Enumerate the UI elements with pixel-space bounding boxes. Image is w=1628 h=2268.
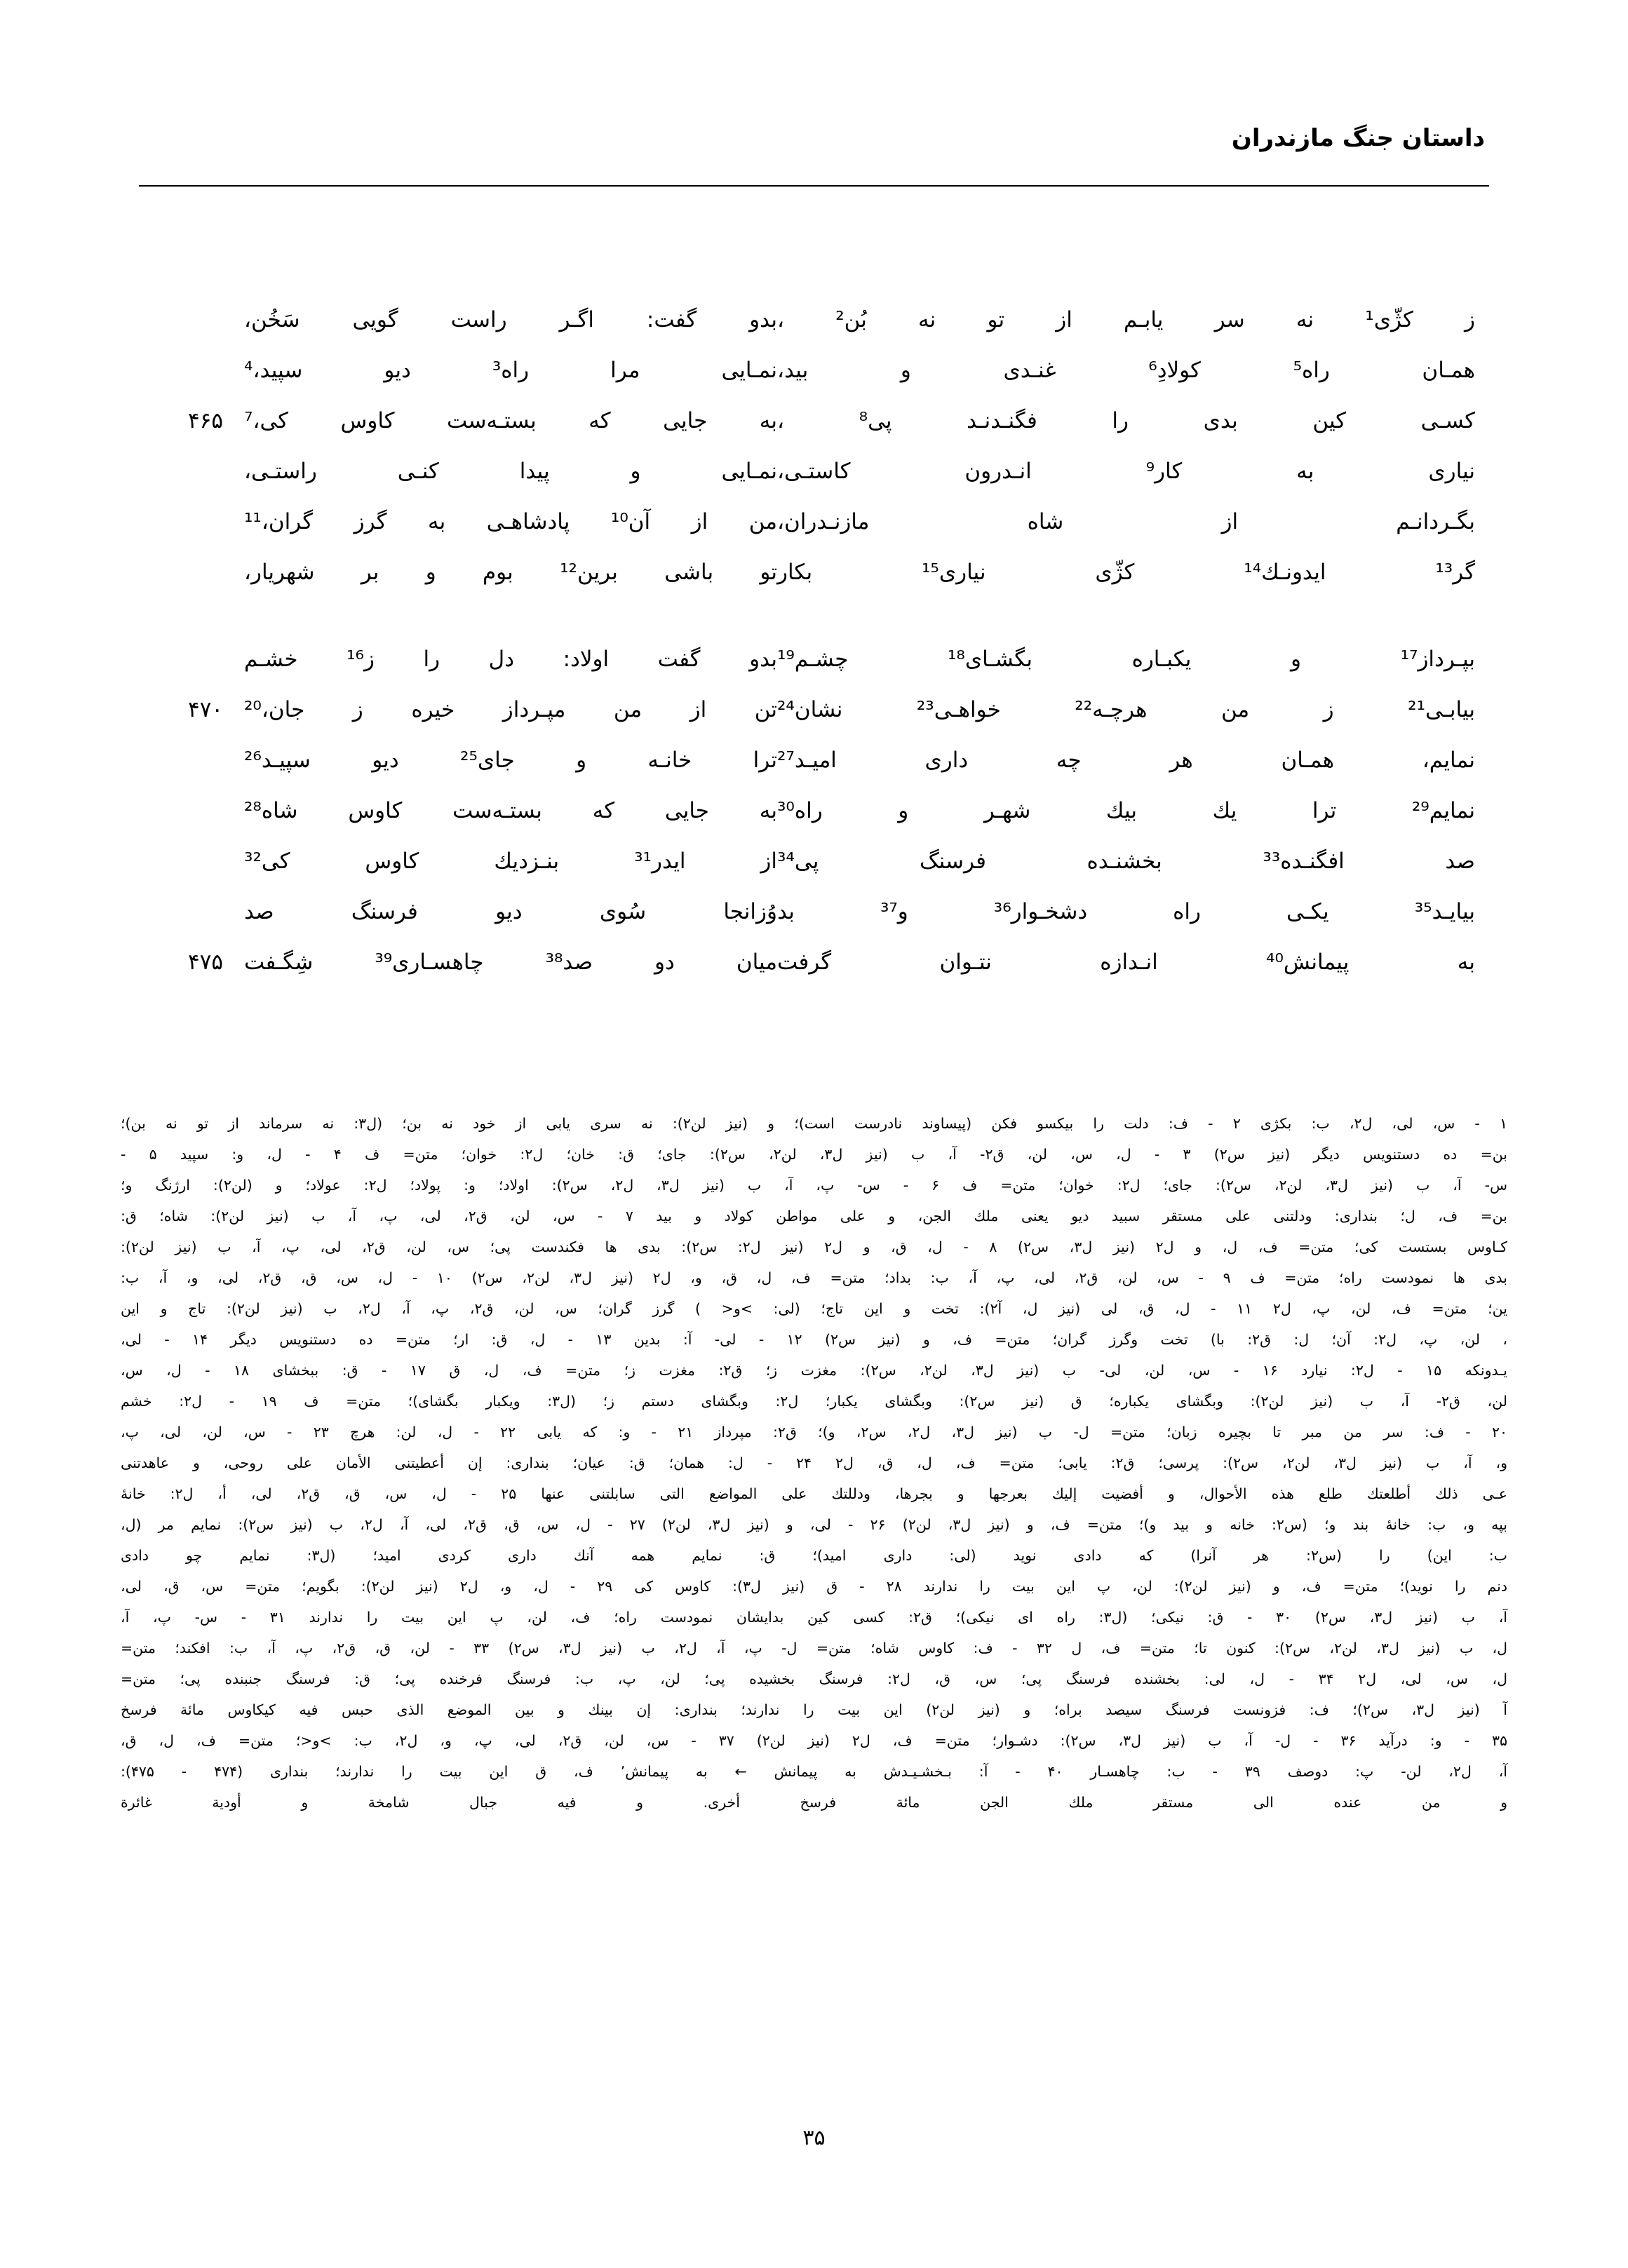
verse-line — [139, 446, 1489, 497]
verse-line — [139, 295, 1489, 345]
hemistich-left: ز کژّی¹ نه سر یابـم از تو نه بُن² ، — [777, 307, 1476, 332]
apparatus-line: بن= ف، ل؛ بنداری: ودلتنی علی مستقر سبید دیو یعنی ملك الجن، و علی مواطن کولاد و بید ۷ - س، لن، ق٢، لی، پ، آ، ب (نیز لن٢): شاه؛ ق: — [121, 1208, 1507, 1224]
verse-block — [139, 295, 1489, 598]
verse-number: ۴۶۵ — [188, 408, 223, 433]
hemistich-right: تن از من مپـرداز خیره ز جان،²⁰ — [244, 697, 777, 722]
apparatus-line: ب: این) را (س٢: هر آنرا) که دادی نوید (لی: داری امید)؛ ق: نمایم همه آنك داری کردی امید؛ (ل٣: نمایم چو دادی — [121, 1547, 1507, 1564]
verse-number: ۴۷۰ — [188, 697, 223, 722]
apparatus-line: یـدونکه ۱۵ - ل٢: نیارد ۱۶ - س، لن، لی- ب (نیز ل٣، لن٢، س٢): مغزت ز؛ ق٢: مغزت ز؛ متن= ف، ل، ق ۱۷ - ق: ببخشای ۱۸ - ل، س، — [121, 1362, 1507, 1379]
folio-number: ۳۵ — [802, 2126, 826, 2150]
verse-line — [139, 634, 1489, 684]
hemistich-left: نیاری به کار⁹ انـدرون کاستـی، — [777, 459, 1476, 484]
verse-line — [139, 345, 1489, 396]
hemistich-left: کسـی کین بدی را فگنـدنـد پی⁸ ، — [777, 408, 1475, 433]
hemistich-left: صد افگنـده³³ بخشنـده فرسنگ پی³⁴ — [777, 849, 1475, 874]
apparatus-line: ل، ب (نیز ل٣، لن٢، س٢): کنون تا؛ متن= ف، ل ۳۲ - ف: کاوس شاه؛ متن= ل- پ، آ، ل٢، ب (نیز ل٣، س٢) ۳۳ - لن، ق، ق٢، پ، آ، ب: افکند؛ متن= — [121, 1640, 1508, 1656]
critical-apparatus — [121, 1108, 1507, 1818]
hemistich-right: میان دو صد³⁸ چاهسـاری³⁹ شِگـفت — [244, 950, 777, 975]
hemistich-left: نمایم، همـان هر چه داری امیـد²⁷ — [777, 748, 1475, 773]
apparatus-line: ، لن، پ، ل٢: آن؛ ل: ق٢: با) تخت وگرز گران؛ متن= ف، و (نیز س٢) ۱۲ - لی- آ: بدین ۱۳ - ل، ق: ار؛ متن= ده دستنویس دیگر ۱۴ - لی، — [121, 1331, 1507, 1348]
hemistich-right: بدو گفت اولاد: دل را ز¹⁶ خشـم — [244, 647, 777, 672]
hemistich-right: من از آن¹⁰ پادشاهـی به گرز گران،¹¹ — [244, 509, 778, 534]
apparatus-line: ۲۰ - ف: سر من مبر تا بچیره زبان؛ متن= ل- ب (نیز ل٣، ل٢، س٢، و)؛ ق٢: مپرداز ۲۱ - و: که یابی ۲۲ - ل، لن: هرچ ۲۳ - س، لن، لی، پ، — [121, 1424, 1508, 1440]
running-head — [139, 125, 1489, 192]
hemistich-right: به جایی که بستـه‌ست کاوس شاه²⁸ — [244, 798, 777, 823]
hemistich-right: تو باشی برین¹² بوم و بر شهریار، — [244, 560, 778, 585]
hemistich-left: بیایـد³⁵ یکـی راه دشخـوار³⁶ و³⁷ بد — [777, 899, 1475, 924]
apparatus-line: آ، ب (نیز ل٣، س٢) ۳۰ - ق: نیکی؛ (ل٣: راه ای نیکی)؛ ق٢: کسی کین بدایشان نمودست راه؛ ف، لن، پ این بیت را ندارند ۳۱ - س- پ، آ، — [121, 1609, 1507, 1626]
hemistich-left: نمایم²⁹ ترا یك بیك شهـر و راه³⁰ — [777, 798, 1475, 823]
verse-line — [139, 497, 1489, 547]
apparatus-line: دنم را نوید)؛ متن= ف، و (نیز لن٢): لن، پ این بیت را ندارند ۲۸ - ق (نیز ل٣): کاوس کی ۲۹ - ل، و، ل٢ (نیز لن٢): بگویم؛ متن= س، ق، لی، — [121, 1578, 1508, 1595]
verse-line — [139, 937, 1489, 987]
apparatus-line: بدی ها نمودست راه؛ متن= ف ۹ - س، لن، ق٢، لی، پ، آ، ب: بداد؛ متن= ف، ل، ق، و، ل٢ (نیز ل٣، لن٢، س٢) ۱۰ - ل، س، ق، ق٢، لی، و، آ، ب: — [121, 1269, 1508, 1286]
verse-line — [139, 886, 1489, 937]
hemistich-right: وُزانجا سُوی دیو فرسنگ صد — [244, 899, 777, 924]
hemistich-right: ترا خانـه و جای²⁵ دیو سپیـد²⁶ — [244, 748, 777, 773]
apparatus-line: آ، ل٢، لن- پ: دوصف ۳۹ - ب: چاهسـار ۴۰ - آ: بـخشـیـدش به پیمانش ← به پیمانش٬ ف، ق این بیت را ندارند؛ بنداری (۴۷۴ - ۴۷۵): — [121, 1763, 1507, 1780]
apparatus-line: لن، ق٢- آ، ب (نیز لن٢): وبگشای یکباره؛ ق (نیز س٢): وبگشای یکبار؛ ل٢: وبگشای دستم ز؛ (ل٣: ویکبار بگشای)؛ متن= ف ۱۹ - ل٢: خشم — [121, 1393, 1507, 1410]
apparatus-line: ۳۵ - و: درآید ۳۶ - ل- آ، ب (نیز ل٣، س٢): دشـوار؛ متن= ف، ل٢ (نیز لن٢) ۳۷ - س، لن، ق٢، لی، پ، و، ل٢، ب: >و<؛ متن= ف، ل، ق، — [121, 1732, 1507, 1749]
verse-line — [139, 836, 1489, 886]
hemistich-left: همـان راه⁵ کولادِ⁶ غنـدی و بید، — [777, 358, 1475, 383]
hemistich-left: بپـرداز¹⁷ و یکبـاره بگشـای¹⁸ چشـم¹⁹ — [777, 647, 1475, 672]
hemistich-right: بدو گفت: اگـر راست گویی سَخُن، — [244, 307, 777, 332]
apparatus-line: بپه و، ب: خانهٔ بند و؛ (س٢: خانه و بید و)؛ متن= ف، و (نیز ل٣، لن٢) ۲۶ - لی، و (نیز ل٣، لن٢) ۲۷ - ل، س، ق، ق٢، لی، آ، ل٢، ب (نیز س٢): نمایم مر (ل، — [121, 1516, 1507, 1533]
apparatus-line: کـاوس بستست کی؛ متن= ف، ل، و ل٢ (نیز ل٣، س٢) ۸ - ل، ق، و ل٢ (نیز ل٢: س٢): بدی ها فکندست پی؛ س، لن، ق٢، لی، پ، آ، ب (نیز لن٢): — [121, 1238, 1507, 1255]
verse-block — [139, 634, 1489, 987]
running-head-title: داستان جنگ مازندران — [1231, 124, 1485, 152]
apparatus-line: آ (نیز ل٣، س٢)؛ ف: فزونست فرسنگ سیصد براه؛ و (نیز لن٢) این بیت را ندارند؛ بنداری: إن بینك و بین الموضع الذی حبس فیه کیکاوس مائة فرسخ — [121, 1701, 1507, 1718]
apparatus-line: ین؛ متن= ف، لن، پ، ل٢ ۱۱ - ل، ق، لی (نیز ل، آ٢): تخت و این تاج؛ (لی: >و< ) گرز گران؛ س، لن، ق٢، پ، آ، ل٢، ب (نیز لن٢): تاج و این — [121, 1300, 1507, 1317]
verse-number: ۴۷۵ — [188, 950, 223, 975]
verse-line — [139, 684, 1489, 735]
apparatus-line: س- آ، ب (نیز ل٣، لن٢، س٢): جای؛ ل٢: خوان؛ متن= ف ۶ - س- پ، آ، ب (نیز ل٣، ل٢، س٢): اولاد؛ و: پولاد؛ ل٢: عولاد؛ و (لن٢): ارژنگ و؛ — [121, 1177, 1508, 1194]
hemistich-left: بیابـی²¹ ز من هرچـه²² خواهـی²³ نشان²⁴ — [777, 697, 1475, 722]
apparatus-line: و من عنده الی مستقر ملك الجن مائة فرسخ أخری. و فیه جبال شامخة و أودیة غائرة — [121, 1794, 1507, 1811]
hemistich-left: به پیمانش⁴⁰ انـدازه نتـوان گرفت — [777, 950, 1475, 975]
apparatus-line: عـی ذلك أطلعتك طلع هذه الأحوال، و أفضیت إلیك بعرجها و بجرها، ودللتك علی المواضع التی سابلتنی عنها ۲۵ - ل، س، ق، ق٢، لی، أ، ل٢: خانهٔ — [121, 1485, 1507, 1502]
apparatus-line: بن= ده دستنویس دیگر (نیز س٢) ۳ - ل، س، لن، ق٢- آ، ب (نیز ل٣، لن٢، س٢): جای؛ ق: خان؛ ل٢: خوان؛ متن= ف ۴ - ل، و: سپید ۵ - — [121, 1146, 1508, 1163]
hemistich-right: نمـایی مرا راه³ دیو سپید،⁴ — [244, 358, 777, 383]
verse-line — [139, 547, 1489, 598]
hemistich-right: از ایدر³¹ بنـزدیك کاوس کی³² — [244, 849, 778, 874]
hemistich-left: بگـردانـم از شاه مازنـدران، — [777, 509, 1475, 534]
header-divider — [139, 185, 1489, 187]
apparatus-line: ل، س، لی، ل٢ ۳۴ - ل، لی: بخشنده فرسنگ پی؛ س، ق، ل٢: فرسنگ بخشیده پی؛ لن، پ، ب: فرسنگ فرخنده پی؛ ق: فرسنگ جنبنده پی؛ متن= — [121, 1670, 1507, 1687]
verse-area — [139, 295, 1489, 1024]
hemistich-left: گر¹³ ایدونـك¹⁴ کژّی نیاری¹⁵ بکار — [777, 560, 1475, 585]
hemistich-right: نمـایی و پیدا کنـی راستـی، — [244, 459, 777, 484]
verse-line — [139, 785, 1489, 836]
verse-line — [139, 735, 1489, 785]
apparatus-line: و، آ، ب (نیز ل٣، لن٢، س٢): پرسی؛ ق٢: یابی؛ متن= ف، ل، ق، ل٢ ۲۴ - ل: همان؛ ق: عیان؛ بنداری: إن أعطیتنی الأمان علی روحی، و عاهدتنی — [121, 1454, 1507, 1471]
hemistich-right: به جایی که بستـه‌ست کاوس کی،⁷ — [244, 408, 777, 433]
verse-line — [139, 396, 1489, 446]
apparatus-line: ۱ - س، لی، ل٢، ب: بکژی ۲ - ف: دلت را بیکسو فکن (پیساوند نادرست است)؛ و (نیز لن٢): نه سری یابی از خود نه بن؛ (ل٣: نه سرماند از تو نه بن)؛ — [121, 1115, 1508, 1132]
